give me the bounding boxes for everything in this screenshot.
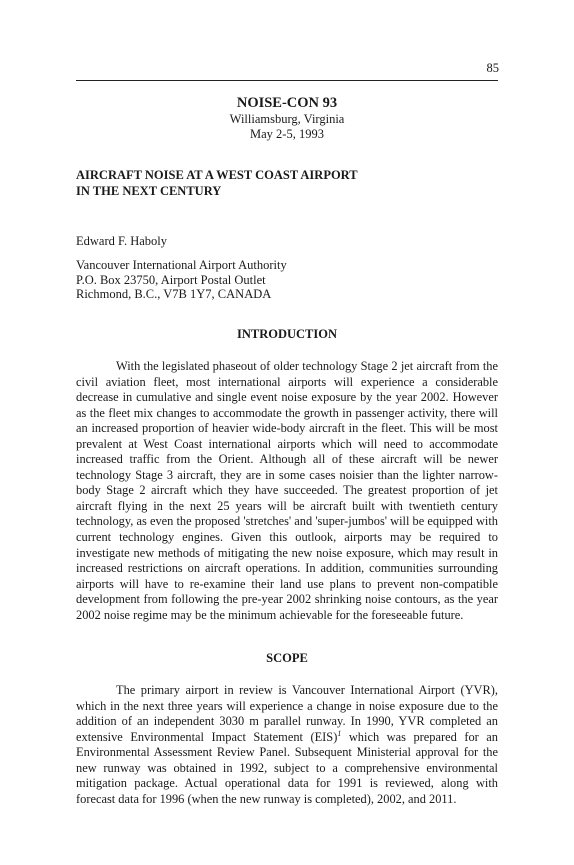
conference-name: NOISE-CON 93 (236, 95, 338, 111)
section-heading-scope: SCOPE (266, 651, 308, 665)
conference-location: Williamsburg, Virginia (229, 112, 345, 126)
affiliation-line: Richmond, B.C., V7B 1Y7, CANADA (76, 287, 272, 301)
affiliation-line: Vancouver International Airport Authority (76, 258, 287, 272)
paper-title (76, 167, 498, 199)
conference-dates: May 2-5, 1993 (250, 127, 324, 141)
scope-text-part-2: which was prepared for an Environmental Assessment Review Panel. Subsequent Ministerial approval for the new runway was obtained in 1992, subject to a comprehensive environmental mitigation package. Actual operational data for 1991 is reviewed, along with forecast data for 1996 (when the new runway is completed), 2002, and 2011. (76, 729, 498, 806)
affiliation-line: P.O. Box 23750, Airport Postal Outlet (76, 272, 266, 287)
conference-header (76, 95, 498, 142)
page-number: 85 (486, 61, 499, 75)
paper-title-line-1: AIRCRAFT NOISE AT A WEST COAST AIRPORT (76, 168, 358, 182)
author-name: Edward F. Haboly (76, 234, 167, 248)
scope-text-part-1: The primary airport in review is Vancouver International Airport (YVR), which in the next three years will experience a change in noise exposure due to the addition of an independent 3030 m parallel runway. In 1990, YVR completed an extensive Environmental Impact Statement (EIS) (76, 683, 498, 744)
section-heading-introduction: INTRODUCTION (236, 327, 337, 341)
scope-paragraph (76, 683, 498, 807)
paper-title-line-2: IN THE NEXT CENTURY (76, 184, 222, 198)
introduction-paragraph: With the legislated phaseout of older technology Stage 2 jet aircraft from the civil aviation fleet, most international airports will experience a considerable decrease in cumulative and single event noise exposure by the year 2002. However as the fleet mix changes to accommodate the growth in passenger activity, there will an increased proportion of heavier wide-body aircraft in the fleet. This will be most prevalent at West Coast international airports which will need to accommodate increased traffic from the Orient. Although all of these aircraft will be newer technology Stage 3 aircraft, they are in some cases noisier than the lighter narrow-body Stage 2 aircraft which they have succeeded. The greatest proportion of jet aircraft flying in the next 25 years will be aircraft built with twentieth century technology, as even the proposed 'stretches' and 'super-jumbos' will be equipped with current technology engines. Given this outlook, airports may be required to investigate new methods of mitigating the new noise exposure, which may result in increased restrictions on aircraft operations. In addition, communities surrounding airports will have to re-examine their land use plans to prevent non-compatible development from following the pre-year 2002 shrinking noise contours, as the year 2002 noise regime may be the minimum achievable for the foreseeable future. (76, 359, 498, 622)
footnote-reference: 1 (337, 728, 342, 738)
header-rule (76, 80, 498, 81)
author-affiliation (76, 258, 287, 302)
